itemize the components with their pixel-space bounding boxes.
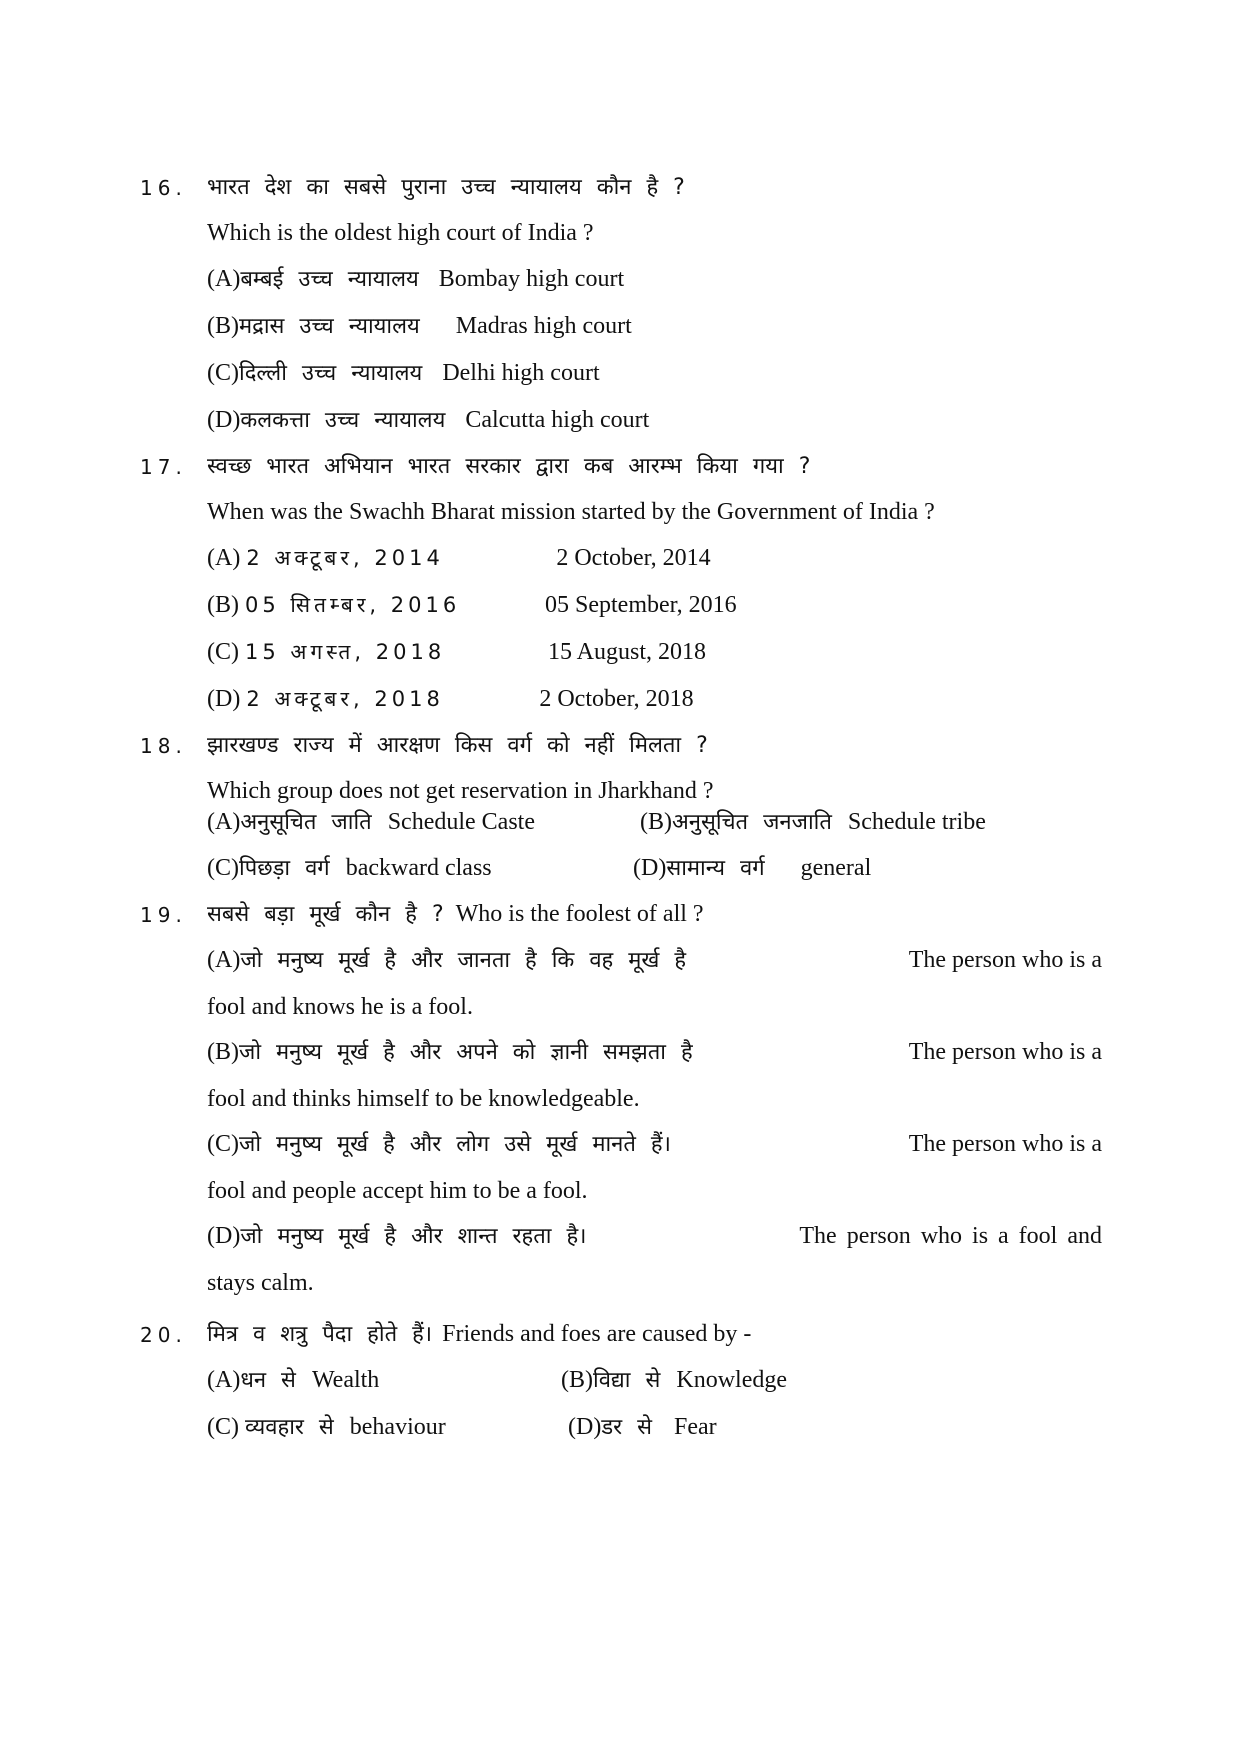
option-hindi: जो मनुष्य मूर्ख है और जानता है कि वह मूर्ख है [240,948,687,973]
option-b [561,1365,787,1396]
option-english-cont: fool and thinks himself to be knowledgeable. [207,1086,640,1112]
option-c [207,637,706,667]
option-label: (C) [207,1414,239,1440]
question-number: 20. [140,1323,187,1347]
option-d [207,405,649,436]
option-hindi: जो मनुष्य मूर्ख है और शान्त रहता है। [240,1224,587,1249]
option-hindi: दिल्ली उच्च न्यायालय [239,361,423,386]
option-english: The person who is a [908,947,1102,973]
option-english-cont: fool and knows he is a fool. [207,994,473,1020]
question-number: 19. [140,903,187,927]
option-c [207,853,492,884]
option-a [207,543,711,573]
question-text [207,1319,751,1350]
option-label: (B) [640,809,672,835]
option-label: (A) [207,809,241,835]
option-hindi: जो मनुष्य मूर्ख है और लोग उसे मूर्ख मानते हैं। [239,1132,671,1157]
question-number: 17. [140,455,187,479]
option-hindi: बम्बई उच्च न्यायालय [240,267,419,292]
question-text [207,899,704,930]
question-hindi: भारत देश का सबसे पुराना उच्च न्यायालय कौन है ? [207,175,685,200]
question-english: Who is the foolest of all ? [455,901,704,927]
option-label: (B) [207,313,239,339]
option-label: (D) [207,1223,241,1249]
option-english: 2 October, 2014 [556,545,711,571]
option-hindi: 2 अक्टूबर, 2014 [246,546,444,570]
option-label: (C) [207,1131,239,1157]
option-label: (C) [207,360,239,386]
option-english: Madras high court [455,313,632,339]
option-english: Bombay high court [438,266,625,292]
option-label: (D) [207,686,241,712]
option-english: Delhi high court [442,360,600,386]
option-d [207,1221,1102,1298]
option-hindi: जो मनुष्य मूर्ख है और अपने को ज्ञानी समझता है [239,1040,693,1065]
option-hindi: व्यवहार से [245,1415,334,1440]
option-hindi: पिछड़ा वर्ग [239,856,330,881]
option-b [207,1037,1102,1114]
option-hindi: धन से [240,1368,296,1393]
option-hindi: डर से [601,1415,652,1440]
question-number: 16. [140,176,187,200]
question-english: Which is the oldest high court of India ? [207,220,594,246]
option-a [207,945,1102,1022]
option-b [207,590,737,620]
option-label: (B) [207,592,239,618]
option-english: Fear [673,1414,717,1440]
option-english: 05 September, 2016 [545,592,737,618]
option-a [207,1365,379,1396]
option-label: (A) [207,1367,241,1393]
option-hindi: मद्रास उच्च न्यायालय [239,314,420,339]
option-c [207,1412,446,1443]
option-english: Schedule Caste [387,809,535,835]
question-english: When was the Swachh Bharat mission started by the Government of India ? [207,499,935,525]
option-hindi: 2 अक्टूबर, 2018 [246,687,444,711]
option-english: 15 August, 2018 [548,639,707,665]
option-hindi: अनुसूचित जनजाति [672,810,832,835]
question-hindi: सबसे बड़ा मूर्ख कौन है ? [207,902,444,927]
question-english: Friends and foes are caused by - [442,1321,752,1347]
option-label: (D) [633,855,667,881]
option-english-cont: stays calm. [207,1270,314,1296]
option-c [207,358,600,389]
question-number: 18. [140,734,187,758]
option-label: (A) [207,545,241,571]
option-a [207,264,624,295]
option-hindi: अनुसूचित जाति [240,810,372,835]
option-label: (C) [207,639,239,665]
option-hindi: सामान्य वर्ग [666,856,765,881]
option-hindi: कलकत्ता उच्च न्यायालय [240,408,446,433]
option-d [568,1412,717,1443]
option-label: (D) [568,1414,602,1440]
question-hindi: मित्र व शत्रु पैदा होते हैं। [207,1322,433,1347]
option-english: Schedule tribe [847,809,986,835]
question-hindi: स्वच्छ भारत अभियान भारत सरकार द्वारा कब आरम्भ किया गया ? [207,454,811,479]
option-label: (C) [207,855,239,881]
option-english: 2 October, 2018 [539,686,694,712]
option-english: general [800,855,872,881]
option-label: (D) [207,407,241,433]
option-hindi: विद्या से [593,1368,661,1393]
option-english: behaviour [349,1414,446,1440]
option-english: Knowledge [676,1367,787,1393]
question-english: Which group does not get reservation in Jharkhand ? [207,778,714,804]
option-c [207,1129,1102,1206]
option-b [207,311,632,342]
option-label: (A) [207,266,241,292]
option-english: The person who is a [908,1039,1102,1065]
option-english: Wealth [311,1367,380,1393]
option-english: Calcutta high court [465,407,650,433]
option-english: The person who is a [908,1131,1102,1157]
option-english: backward class [345,855,492,881]
option-b [640,807,986,838]
option-d [207,684,694,714]
question-hindi: झारखण्ड राज्य में आरक्षण किस वर्ग को नहीं मिलता ? [207,733,708,758]
option-label: (B) [561,1367,593,1393]
option-label: (B) [207,1039,239,1065]
option-english: The person who is a fool and [799,1223,1102,1249]
option-english-cont: fool and people accept him to be a fool. [207,1178,588,1204]
option-d [633,853,871,884]
option-label: (A) [207,947,241,973]
option-hindi: 15 अगस्त, 2018 [245,640,446,664]
option-hindi: 05 सितम्बर, 2016 [245,593,461,617]
option-a [207,807,535,838]
